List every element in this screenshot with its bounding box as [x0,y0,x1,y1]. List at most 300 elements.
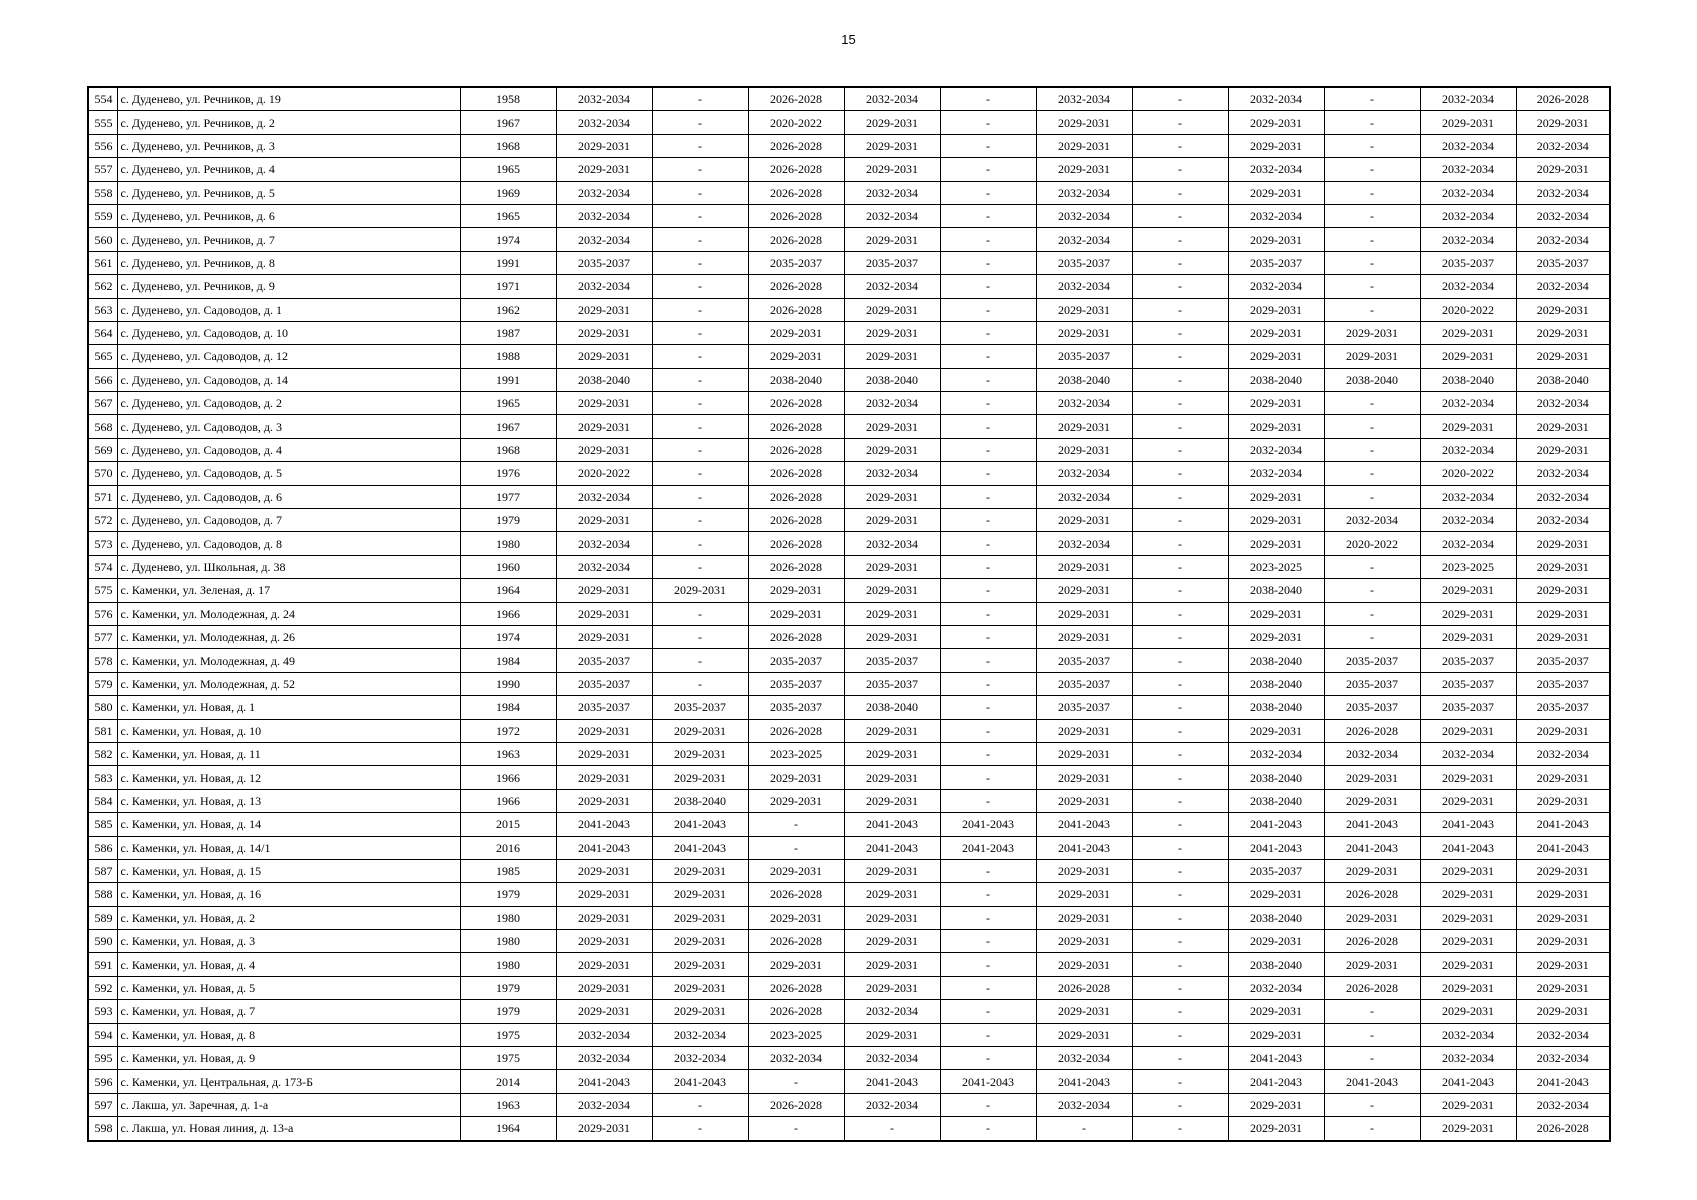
cell-col-8: - [940,859,1036,882]
cell-col-11: 2038-2040 [1228,789,1324,812]
cell-col-7: 2041-2043 [844,1070,940,1093]
cell-col-8: - [940,251,1036,274]
cell-col-4: 2029-2031 [556,415,652,438]
cell-col-7: 2029-2031 [844,228,940,251]
cell-build-year: 1966 [460,602,556,625]
cell-row-number: 565 [88,345,117,368]
cell-col-9: 2032-2034 [1036,392,1132,415]
cell-col-7: 2035-2037 [844,672,940,695]
cell-col-9: 2032-2034 [1036,485,1132,508]
cell-col-5: 2041-2043 [652,813,748,836]
cell-col-14: 2029-2031 [1516,1000,1610,1023]
cell-col-10: - [1132,181,1228,204]
cell-col-4: 2032-2034 [556,111,652,134]
cell-col-7: 2029-2031 [844,602,940,625]
cell-build-year: 1976 [460,462,556,485]
cell-col-5: - [652,602,748,625]
cell-row-number: 579 [88,672,117,695]
cell-row-number: 558 [88,181,117,204]
table-row [88,509,1610,532]
cell-col-12: - [1324,298,1420,321]
cell-col-8: 2041-2043 [940,836,1036,859]
cell-col-12: - [1324,625,1420,648]
cell-col-7: 2029-2031 [844,742,940,765]
cell-col-5: 2041-2043 [652,1070,748,1093]
cell-col-5: 2029-2031 [652,930,748,953]
cell-address: с. Дуденево, ул. Речников, д. 9 [117,275,460,298]
cell-col-8: - [940,1047,1036,1070]
cell-address: с. Каменки, ул. Новая, д. 1 [117,696,460,719]
cell-col-4: 2029-2031 [556,509,652,532]
cell-col-9: 2029-2031 [1036,930,1132,953]
cell-col-10: - [1132,696,1228,719]
cell-col-11: 2029-2031 [1228,392,1324,415]
cell-col-6: 2026-2028 [748,415,844,438]
cell-col-6: 2029-2031 [748,345,844,368]
cell-col-11: 2029-2031 [1228,532,1324,555]
cell-col-11: 2038-2040 [1228,953,1324,976]
cell-col-9: 2032-2034 [1036,532,1132,555]
cell-row-number: 569 [88,438,117,461]
cell-col-4: 2041-2043 [556,813,652,836]
cell-row-number: 589 [88,906,117,929]
cell-col-12: - [1324,579,1420,602]
table-row [88,345,1610,368]
cell-col-9: 2035-2037 [1036,672,1132,695]
cell-col-14: 2032-2034 [1516,275,1610,298]
cell-build-year: 2015 [460,813,556,836]
cell-col-7: 2029-2031 [844,789,940,812]
cell-col-8: - [940,532,1036,555]
cell-col-6: 2026-2028 [748,532,844,555]
cell-col-5: 2029-2031 [652,579,748,602]
cell-col-10: - [1132,392,1228,415]
cell-build-year: 1968 [460,438,556,461]
cell-col-4: 2029-2031 [556,1117,652,1141]
cell-address: с. Дуденево, ул. Садоводов, д. 12 [117,345,460,368]
cell-col-11: 2032-2034 [1228,742,1324,765]
cell-col-8: - [940,625,1036,648]
cell-col-5: - [652,1117,748,1141]
cell-col-4: 2032-2034 [556,181,652,204]
cell-row-number: 575 [88,579,117,602]
cell-col-8: - [940,953,1036,976]
cell-col-7: 2032-2034 [844,1000,940,1023]
cell-col-11: 2029-2031 [1228,602,1324,625]
table-row [88,789,1610,812]
cell-address: с. Дуденево, ул. Садоводов, д. 7 [117,509,460,532]
cell-col-13: 2020-2022 [1420,462,1516,485]
cell-build-year: 1963 [460,742,556,765]
cell-col-6: - [748,1117,844,1141]
cell-col-11: 2032-2034 [1228,275,1324,298]
cell-col-13: 2038-2040 [1420,368,1516,391]
cell-col-6: 2026-2028 [748,275,844,298]
cell-col-5: 2041-2043 [652,836,748,859]
cell-col-7: 2029-2031 [844,555,940,578]
cell-row-number: 576 [88,602,117,625]
cell-col-11: 2032-2034 [1228,158,1324,181]
cell-col-9: 2032-2034 [1036,87,1132,111]
cell-col-8: - [940,976,1036,999]
cell-col-14: 2029-2031 [1516,321,1610,344]
cell-col-5: 2029-2031 [652,1000,748,1023]
cell-col-6: 2029-2031 [748,789,844,812]
cell-col-12: 2029-2031 [1324,321,1420,344]
cell-col-13: 2032-2034 [1420,1047,1516,1070]
cell-col-9: 2041-2043 [1036,1070,1132,1093]
cell-col-11: 2029-2031 [1228,321,1324,344]
cell-col-10: - [1132,742,1228,765]
cell-col-8: - [940,204,1036,227]
cell-col-14: 2032-2034 [1516,181,1610,204]
cell-col-10: - [1132,345,1228,368]
table-row [88,883,1610,906]
cell-row-number: 574 [88,555,117,578]
cell-col-14: 2029-2031 [1516,579,1610,602]
cell-col-5: 2029-2031 [652,766,748,789]
cell-col-5: 2032-2034 [652,1023,748,1046]
cell-col-10: - [1132,953,1228,976]
cell-col-10: - [1132,766,1228,789]
cell-col-11: 2041-2043 [1228,813,1324,836]
cell-col-14: 2029-2031 [1516,602,1610,625]
cell-col-4: 2029-2031 [556,134,652,157]
cell-col-10: - [1132,532,1228,555]
cell-col-5: 2032-2034 [652,1047,748,1070]
cell-col-4: 2029-2031 [556,438,652,461]
cell-col-14: 2029-2031 [1516,859,1610,882]
table-row [88,976,1610,999]
cell-col-8: - [940,672,1036,695]
cell-col-14: 2035-2037 [1516,672,1610,695]
cell-col-10: - [1132,1093,1228,1116]
cell-col-9: 2029-2031 [1036,766,1132,789]
cell-col-9: 2032-2034 [1036,228,1132,251]
cell-col-6: - [748,1070,844,1093]
cell-col-5: - [652,345,748,368]
cell-col-10: - [1132,228,1228,251]
cell-address: с. Дуденево, ул. Речников, д. 19 [117,87,460,111]
cell-col-10: - [1132,87,1228,111]
cell-col-9: 2029-2031 [1036,625,1132,648]
cell-col-7: 2029-2031 [844,345,940,368]
cell-col-4: 2029-2031 [556,976,652,999]
cell-col-7: 2032-2034 [844,204,940,227]
cell-col-13: 2029-2031 [1420,321,1516,344]
cell-col-6: 2026-2028 [748,462,844,485]
cell-col-9: 2032-2034 [1036,204,1132,227]
table-row [88,228,1610,251]
cell-col-12: - [1324,462,1420,485]
table-row [88,766,1610,789]
cell-col-12: 2020-2022 [1324,532,1420,555]
cell-row-number: 560 [88,228,117,251]
cell-col-14: 2026-2028 [1516,87,1610,111]
cell-col-4: 2032-2034 [556,555,652,578]
cell-row-number: 592 [88,976,117,999]
cell-col-12: 2041-2043 [1324,836,1420,859]
cell-col-10: - [1132,321,1228,344]
cell-address: с. Дуденево, ул. Садоводов, д. 5 [117,462,460,485]
cell-address: с. Дуденево, ул. Садоводов, д. 3 [117,415,460,438]
table-row [88,906,1610,929]
cell-col-14: 2041-2043 [1516,813,1610,836]
cell-address: с. Дуденево, ул. Речников, д. 5 [117,181,460,204]
cell-col-9: 2029-2031 [1036,579,1132,602]
cell-col-13: 2029-2031 [1420,1117,1516,1141]
cell-row-number: 582 [88,742,117,765]
cell-col-14: 2041-2043 [1516,836,1610,859]
cell-col-5: - [652,204,748,227]
cell-col-10: - [1132,368,1228,391]
cell-col-11: 2038-2040 [1228,672,1324,695]
cell-col-14: 2029-2031 [1516,438,1610,461]
cell-col-12: - [1324,251,1420,274]
cell-col-8: - [940,438,1036,461]
cell-address: с. Каменки, ул. Новая, д. 16 [117,883,460,906]
cell-col-5: - [652,415,748,438]
cell-col-12: 2029-2031 [1324,859,1420,882]
cell-col-10: - [1132,204,1228,227]
cell-address: с. Каменки, ул. Новая, д. 12 [117,766,460,789]
table-row [88,275,1610,298]
cell-col-6: 2032-2034 [748,1047,844,1070]
cell-col-8: - [940,1093,1036,1116]
cell-col-5: - [652,555,748,578]
cell-row-number: 555 [88,111,117,134]
cell-address: с. Дуденево, ул. Речников, д. 4 [117,158,460,181]
cell-col-11: 2041-2043 [1228,836,1324,859]
cell-build-year: 1962 [460,298,556,321]
cell-col-7: 2038-2040 [844,368,940,391]
cell-col-6: 2038-2040 [748,368,844,391]
cell-col-4: 2035-2037 [556,649,652,672]
cell-row-number: 593 [88,1000,117,1023]
table-row [88,298,1610,321]
cell-col-9: 2029-2031 [1036,883,1132,906]
cell-col-11: 2032-2034 [1228,976,1324,999]
cell-col-12: - [1324,228,1420,251]
cell-col-13: 2029-2031 [1420,859,1516,882]
table-row [88,625,1610,648]
cell-col-8: - [940,766,1036,789]
cell-col-12: - [1324,87,1420,111]
cell-col-5: - [652,649,748,672]
cell-col-5: - [652,462,748,485]
cell-col-11: 2038-2040 [1228,766,1324,789]
cell-build-year: 1985 [460,859,556,882]
cell-address: с. Каменки, ул. Зеленая, д. 17 [117,579,460,602]
cell-address: с. Каменки, ул. Новая, д. 11 [117,742,460,765]
cell-col-12: 2026-2028 [1324,719,1420,742]
cell-col-11: 2038-2040 [1228,696,1324,719]
cell-col-14: 2029-2031 [1516,298,1610,321]
cell-build-year: 1980 [460,930,556,953]
cell-col-8: - [940,181,1036,204]
cell-build-year: 1969 [460,181,556,204]
cell-col-5: - [652,111,748,134]
cell-build-year: 2014 [460,1070,556,1093]
cell-col-10: - [1132,485,1228,508]
cell-col-8: - [940,321,1036,344]
cell-col-4: 2029-2031 [556,625,652,648]
table-body [88,87,1610,1141]
cell-col-13: 2029-2031 [1420,111,1516,134]
cell-col-4: 2035-2037 [556,251,652,274]
cell-col-11: 2029-2031 [1228,719,1324,742]
cell-col-12: - [1324,1023,1420,1046]
table-row [88,87,1610,111]
table-row [88,1093,1610,1116]
cell-col-7: 2029-2031 [844,134,940,157]
cell-col-8: - [940,298,1036,321]
cell-col-4: 2029-2031 [556,719,652,742]
cell-col-7: 2029-2031 [844,859,940,882]
cell-build-year: 1979 [460,509,556,532]
cell-col-13: 2029-2031 [1420,719,1516,742]
cell-col-4: 2032-2034 [556,275,652,298]
cell-col-13: 2035-2037 [1420,696,1516,719]
cell-col-11: 2032-2034 [1228,204,1324,227]
cell-row-number: 557 [88,158,117,181]
cell-col-10: - [1132,836,1228,859]
cell-col-14: 2035-2037 [1516,696,1610,719]
cell-col-9: 2029-2031 [1036,134,1132,157]
cell-col-12: - [1324,1117,1420,1141]
cell-build-year: 1977 [460,485,556,508]
cell-address: с. Каменки, ул. Новая, д. 13 [117,789,460,812]
cell-col-14: 2029-2031 [1516,953,1610,976]
cell-col-12: 2038-2040 [1324,368,1420,391]
cell-col-10: - [1132,579,1228,602]
cell-col-11: 2032-2034 [1228,438,1324,461]
cell-col-11: 2029-2031 [1228,111,1324,134]
cell-col-13: 2029-2031 [1420,930,1516,953]
cell-build-year: 1965 [460,392,556,415]
cell-build-year: 1963 [460,1093,556,1116]
cell-col-7: 2041-2043 [844,813,940,836]
cell-col-11: 2029-2031 [1228,485,1324,508]
cell-col-10: - [1132,1000,1228,1023]
cell-col-13: 2035-2037 [1420,672,1516,695]
cell-col-6: 2026-2028 [748,181,844,204]
cell-col-11: 2035-2037 [1228,251,1324,274]
cell-col-11: 2035-2037 [1228,859,1324,882]
cell-col-9: 2029-2031 [1036,859,1132,882]
cell-col-12: - [1324,392,1420,415]
cell-address: с. Дуденево, ул. Речников, д. 8 [117,251,460,274]
table-row [88,368,1610,391]
cell-col-13: 2041-2043 [1420,813,1516,836]
cell-col-8: - [940,158,1036,181]
cell-col-13: 2029-2031 [1420,345,1516,368]
cell-row-number: 584 [88,789,117,812]
cell-col-7: 2038-2040 [844,696,940,719]
cell-col-5: 2029-2031 [652,883,748,906]
cell-col-8: - [940,579,1036,602]
cell-col-6: 2026-2028 [748,976,844,999]
page-number: 15 [841,32,856,47]
cell-build-year: 1964 [460,579,556,602]
cell-col-12: - [1324,415,1420,438]
cell-col-12: 2029-2031 [1324,953,1420,976]
cell-build-year: 1991 [460,368,556,391]
cell-col-6: 2026-2028 [748,228,844,251]
cell-col-14: 2041-2043 [1516,1070,1610,1093]
cell-row-number: 578 [88,649,117,672]
cell-col-10: - [1132,1047,1228,1070]
cell-col-8: - [940,1023,1036,1046]
cell-build-year: 1979 [460,976,556,999]
table-row [88,438,1610,461]
cell-build-year: 1984 [460,649,556,672]
table-row [88,672,1610,695]
cell-col-13: 2032-2034 [1420,392,1516,415]
cell-col-8: - [940,485,1036,508]
cell-col-12: - [1324,555,1420,578]
cell-row-number: 583 [88,766,117,789]
cell-col-6: 2026-2028 [748,87,844,111]
cell-col-11: 2029-2031 [1228,930,1324,953]
cell-col-6: 2029-2031 [748,321,844,344]
cell-col-7: 2032-2034 [844,1047,940,1070]
table-row [88,462,1610,485]
cell-col-6: 2026-2028 [748,1000,844,1023]
table-row [88,181,1610,204]
cell-col-4: 2029-2031 [556,930,652,953]
cell-col-11: 2023-2025 [1228,555,1324,578]
cell-address: с. Дуденево, ул. Садоводов, д. 4 [117,438,460,461]
cell-col-10: - [1132,1117,1228,1141]
cell-col-10: - [1132,555,1228,578]
cell-col-4: 2029-2031 [556,602,652,625]
cell-address: с. Каменки, ул. Новая, д. 3 [117,930,460,953]
cell-col-12: - [1324,134,1420,157]
cell-col-8: - [940,228,1036,251]
cell-col-12: 2035-2037 [1324,649,1420,672]
cell-row-number: 561 [88,251,117,274]
cell-col-14: 2032-2034 [1516,462,1610,485]
cell-col-8: - [940,906,1036,929]
cell-col-8: 2041-2043 [940,813,1036,836]
cell-col-9: 2029-2031 [1036,111,1132,134]
cell-col-7: 2029-2031 [844,976,940,999]
cell-col-7: 2029-2031 [844,111,940,134]
cell-col-14: 2029-2031 [1516,415,1610,438]
cell-col-11: 2029-2031 [1228,1093,1324,1116]
cell-col-6: 2026-2028 [748,555,844,578]
cell-col-14: 2029-2031 [1516,158,1610,181]
table-row [88,742,1610,765]
cell-col-12: 2029-2031 [1324,906,1420,929]
cell-col-5: - [652,485,748,508]
cell-col-9: 2026-2028 [1036,976,1132,999]
cell-col-13: 2029-2031 [1420,602,1516,625]
cell-build-year: 1988 [460,345,556,368]
cell-col-5: - [652,228,748,251]
cell-col-5: - [652,1093,748,1116]
cell-col-12: 2035-2037 [1324,696,1420,719]
cell-col-12: 2029-2031 [1324,345,1420,368]
cell-build-year: 1975 [460,1047,556,1070]
cell-build-year: 1964 [460,1117,556,1141]
cell-col-10: - [1132,625,1228,648]
cell-col-14: 2029-2031 [1516,930,1610,953]
cell-col-11: 2038-2040 [1228,368,1324,391]
table-row [88,836,1610,859]
cell-col-4: 2032-2034 [556,87,652,111]
